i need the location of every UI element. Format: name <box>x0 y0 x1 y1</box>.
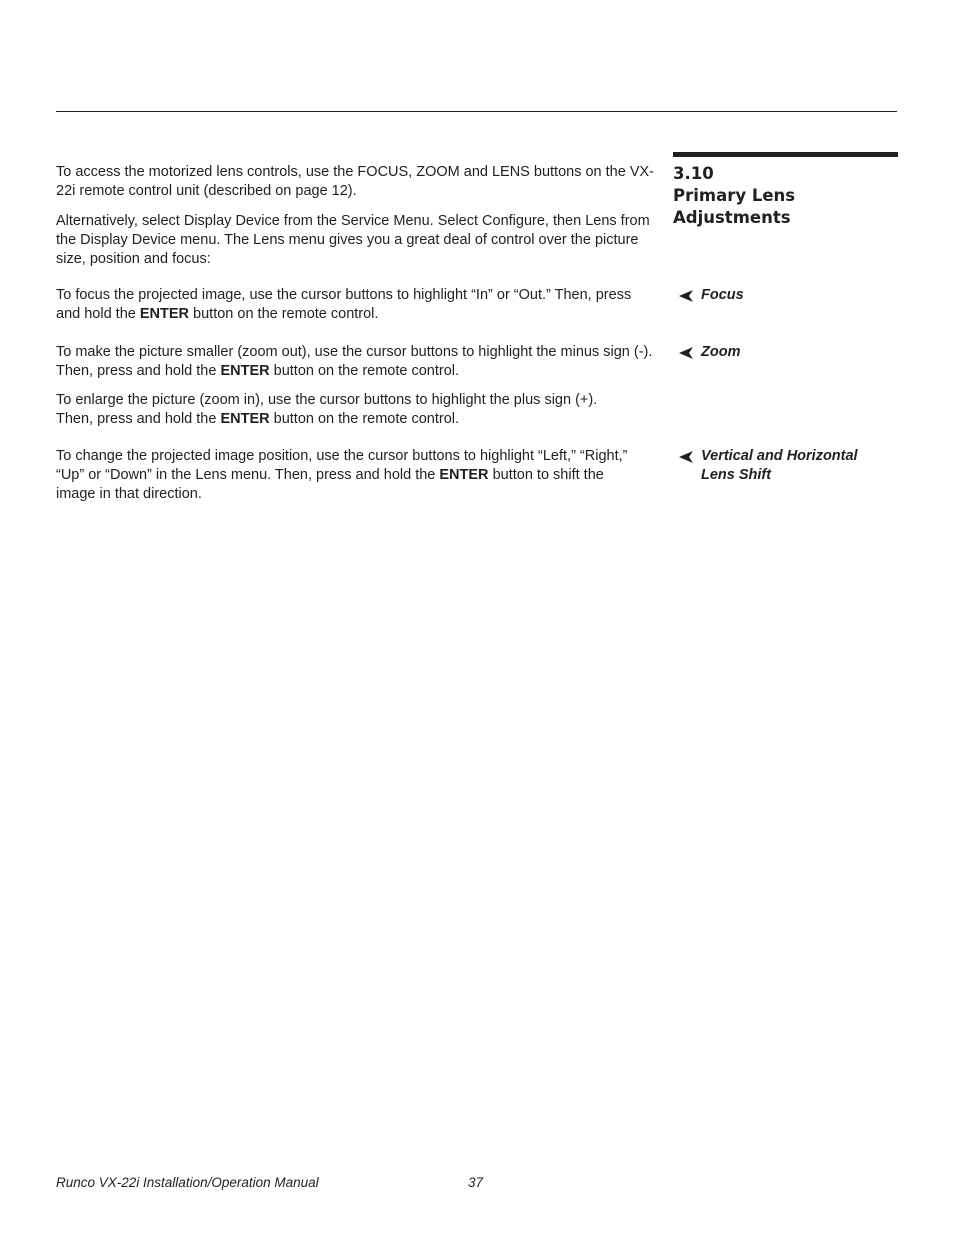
footer-manual-title: Runco VX-22i Installation/Operation Manual <box>56 1175 319 1190</box>
section-number: 3.10 <box>673 164 714 183</box>
zoom-subheading <box>678 343 898 362</box>
arrow-left-icon <box>678 286 694 305</box>
zoom-heading-text: Zoom <box>701 344 741 360</box>
enter-keyword: ENTER <box>220 363 270 379</box>
intro-paragraph-1: To access the motorized lens controls, use the FOCUS, ZOOM and LENS buttons on the VX-22i remote control unit (described on page 12). <box>56 164 654 199</box>
lens-shift-paragraph: To change the projected image position, use the cursor buttons to highlight “Left,” “Right,” “Up” or “Down” in the Lens menu. Then, press and hold the ENTER button to shift the image in that direction. <box>56 448 628 502</box>
focus-paragraph: To focus the projected image, use the cursor buttons to highlight “In” or “Out.” Then, press and hold the ENTER button on the remote control. <box>56 287 632 322</box>
section-title: Primary Lens Adjustments <box>673 186 796 227</box>
footer-page-number: 37 <box>468 1175 484 1190</box>
intro-paragraph-2: Alternatively, select Display Device from the Service Menu. Select Configure, then Lens from the Display Device menu. The Lens menu gives you a great deal of control over the picture size, position and focus: <box>56 213 650 267</box>
lens-shift-heading-text: Vertical and Horizontal Lens Shift <box>701 448 858 483</box>
arrow-left-icon <box>678 343 694 362</box>
section-heading-bar <box>673 152 898 157</box>
enter-keyword: ENTER <box>220 411 270 427</box>
focus-subheading <box>678 286 898 305</box>
arrow-left-icon <box>678 447 694 466</box>
enter-keyword: ENTER <box>439 467 489 483</box>
zoom-in-paragraph: To enlarge the picture (zoom in), use the cursor buttons to highlight the plus sign (+). Then, press and hold the ENTER button on the remote control. <box>56 392 598 427</box>
enter-keyword: ENTER <box>139 306 190 322</box>
lens-shift-subheading <box>678 447 878 485</box>
zoom-out-paragraph: To make the picture smaller (zoom out), use the cursor buttons to highlight the minus sign (-). Then, press and hold the ENTER button on the remote control. <box>56 344 653 379</box>
header-rule <box>56 111 897 112</box>
section-heading <box>673 163 898 229</box>
focus-heading-text: Focus <box>701 287 744 303</box>
